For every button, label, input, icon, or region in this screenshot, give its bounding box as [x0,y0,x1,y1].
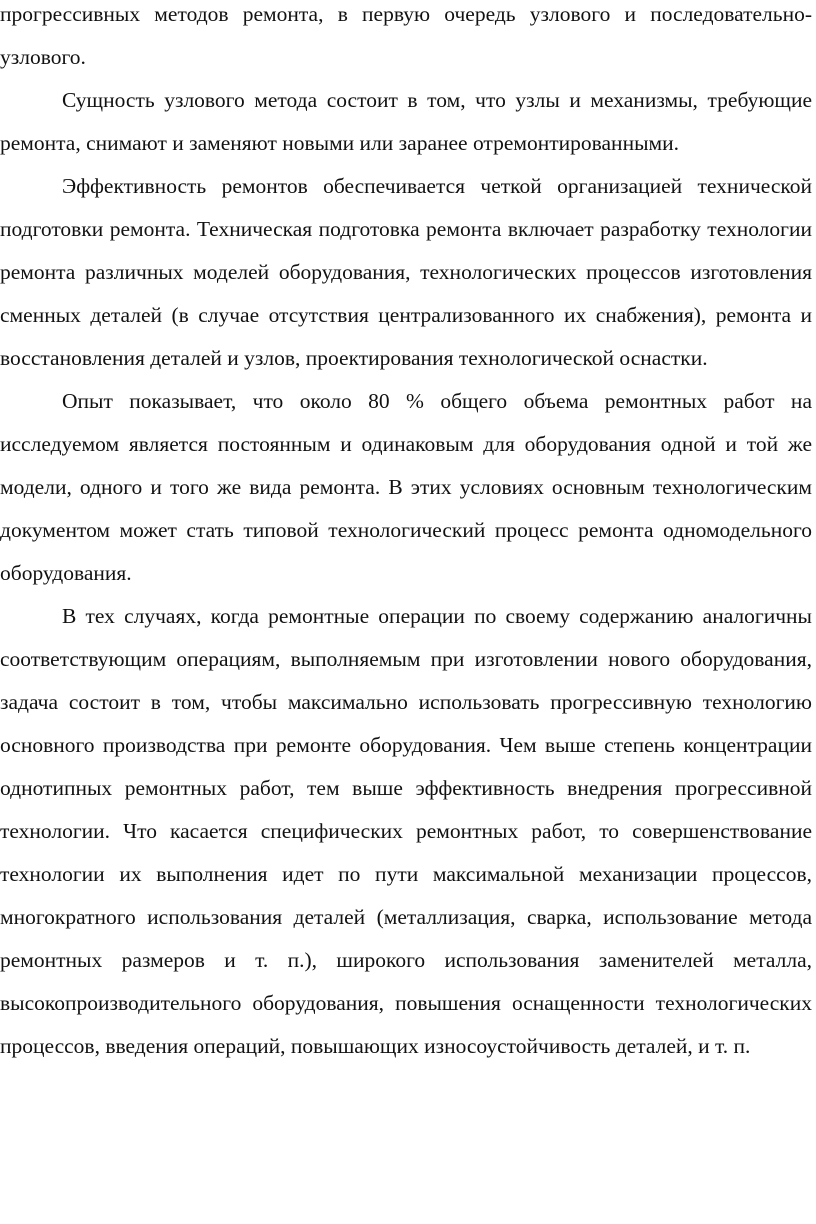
paragraph-experience: Опыт показывает, что около 80 % общего объема ремонтных работ на исследуемом является постоянным и одинаковым для оборудования одной и той же модели, одного и того же вида ремонта. В этих условиях основным технологическим документом может стать типовой технологический процесс ремонта одномодельного оборудования. [0,389,812,585]
paragraph-progressive-technology: В тех случаях, когда ремонтные операции по своему содержанию аналогичны соответствующим операциям, выполняемым при изготовлении нового оборудования, задача состоит в том, чтобы максимально использовать прогрессивную технологию основного производства при ремонте оборудования. Чем выше степень концентрации однотипных ремонтных работ, тем выше эффективность внедрения прогрессивной технологии. Что касается специфических ремонтных работ, то совершенствование технологии их выполнения идет по пути максимальной механизации процессов, многократного использования деталей (металлизация, сварка, использование метода ремонтных размеров и т. п.), широкого использования заменителей металла, высокопроизводительного оборудования, повышения оснащенности технологических процессов, введения операций, повышающих износоустойчивость деталей, и т. п. [0,604,812,1058]
paragraph-continuation: прогрессивных методов ремонта, в первую очередь узлового и последовательно-узлового. [0,2,812,69]
paragraph-repair-efficiency: Эффективность ремонтов обеспечивается четкой организацией технической подготовки ремонта. Техническая подготовка ремонта включает разработку технологии ремонта различных моделей оборудования, технологических процессов изготовления сменных деталей (в случае отсутствия централизованного их снабжения), ремонта и восстановления деталей и узлов, проектирования технологической оснастки. [0,174,812,370]
paragraph-node-method: Сущность узлового метода состоит в том, что узлы и механизмы, требующие ремонта, снимают и заменяют новыми или заранее отремонтированными. [0,88,812,155]
